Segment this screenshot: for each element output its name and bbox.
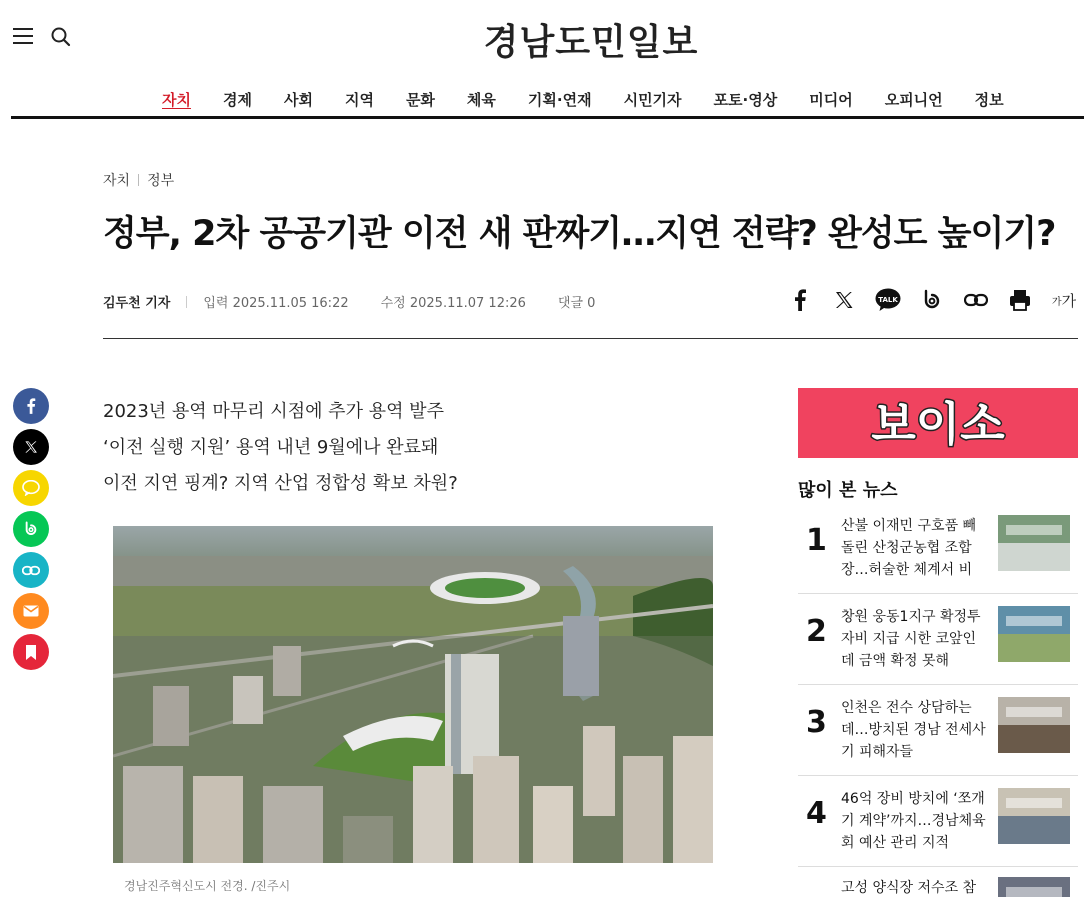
subtitle-line: ‘이전 실행 지원’ 용역 내년 9월에나 완료돼 <box>103 437 439 458</box>
nav-item[interactable]: 오피니언 <box>884 91 943 109</box>
main-nav <box>146 89 1020 110</box>
published-date: 입력 2025.11.05 16:22 <box>203 296 349 311</box>
popular-news-thumbnail <box>998 877 1070 897</box>
bookmark-button[interactable] <box>13 634 49 670</box>
nav-item[interactable]: 미디어 <box>809 91 853 109</box>
breadcrumb-subsection[interactable]: 정부 <box>147 173 175 189</box>
print-icon[interactable] <box>1006 286 1034 314</box>
link-copy-icon[interactable] <box>962 286 990 314</box>
breadcrumb-separator <box>138 174 139 186</box>
subtitle-line: 이전 지연 핑계? 지역 산업 정합성 확보 차원? <box>103 473 458 494</box>
article-tools <box>786 286 1078 314</box>
breadcrumb <box>103 170 174 190</box>
kakaotalk-share-button[interactable] <box>13 470 49 506</box>
kakaotalk-share-icon[interactable] <box>874 286 902 314</box>
popular-rank: 1 <box>806 523 827 558</box>
link-copy-button[interactable] <box>13 552 49 588</box>
boiso-banner[interactable] <box>798 388 1078 458</box>
popular-news-thumbnail <box>998 606 1070 662</box>
nav-item[interactable]: 문화 <box>405 91 435 109</box>
nav-item[interactable]: 지역 <box>344 91 374 109</box>
font-size-small-label: 가 <box>1051 296 1062 308</box>
breadcrumb-section[interactable]: 자치 <box>103 173 131 189</box>
popular-news-item[interactable] <box>798 594 1078 685</box>
x-icon <box>24 440 38 454</box>
facebook-share-button[interactable] <box>13 388 49 424</box>
article-meta <box>103 292 595 311</box>
link-icon <box>22 565 40 576</box>
nav-item[interactable]: 정보 <box>974 91 1004 109</box>
comment-count[interactable]: 댓글 0 <box>557 296 596 311</box>
bookmark-icon <box>25 645 37 660</box>
mail-icon <box>23 605 39 617</box>
font-size-control[interactable] <box>1050 286 1078 314</box>
popular-news-headline: 창원 웅동1지구 확정투자비 지급 시한 코앞인데 금액 확정 못해 <box>841 609 981 669</box>
popular-news-thumbnail <box>998 697 1070 753</box>
meta-separator <box>186 296 187 308</box>
band-share-button[interactable] <box>13 511 49 547</box>
band-share-icon[interactable] <box>918 286 946 314</box>
article-photo[interactable] <box>113 526 713 863</box>
nav-item[interactable]: 경제 <box>222 91 252 109</box>
banner-text: 보이소 <box>871 397 1005 451</box>
nav-divider <box>11 116 1084 119</box>
popular-news-title: 많이 본 뉴스 <box>798 480 898 501</box>
search-icon[interactable] <box>50 26 72 48</box>
photo-caption: 경남진주혁신도시 전경. /진주시 <box>124 879 291 893</box>
article-head-divider <box>103 338 1078 339</box>
aerial-city-image <box>113 526 713 863</box>
x-share-button[interactable] <box>13 429 49 465</box>
nav-item[interactable]: 자치 <box>162 91 191 109</box>
nav-item[interactable]: 체육 <box>466 91 496 109</box>
svg-text:TALK: TALK <box>878 296 898 304</box>
nav-item[interactable]: 기획·연재 <box>527 91 592 109</box>
band-icon <box>23 521 39 537</box>
popular-news-thumbnail <box>998 515 1070 571</box>
email-share-button[interactable] <box>13 593 49 629</box>
popular-news-headline: 고성 양식장 저수조 참 <box>841 880 977 896</box>
font-size-large-label: 가 <box>1061 291 1077 310</box>
floating-share-bar <box>13 388 49 675</box>
popular-news-headline: 산불 이재민 구호품 빼돌린 산청군농협 조합장…허술한 체계서 비 <box>841 518 977 578</box>
popular-news-item[interactable] <box>798 776 1078 867</box>
menu-icon[interactable] <box>13 28 33 46</box>
popular-news-item[interactable] <box>798 503 1078 594</box>
facebook-icon <box>26 398 36 414</box>
popular-news-headline: 46억 장비 방치에 ‘쪼개기 계약’까지…경남체육회 예산 관리 지적 <box>841 791 986 851</box>
article-title: 정부, 2차 공공기관 이전 새 판짜기…지연 전략? 완성도 높이기? <box>103 214 1056 254</box>
popular-news-item[interactable] <box>798 685 1078 776</box>
popular-news-headline: 인천은 전수 상담하는데…방치된 경남 전세사기 피해자들 <box>841 700 986 760</box>
popular-rank: 2 <box>806 614 827 649</box>
subtitle-line: 2023년 용역 마무리 시점에 추가 용역 발주 <box>103 401 444 422</box>
nav-item[interactable]: 포토·영상 <box>713 91 778 109</box>
banner-graphic <box>798 388 1078 458</box>
nav-item[interactable]: 시민기자 <box>623 91 682 109</box>
site-header <box>0 0 1084 120</box>
facebook-share-icon[interactable] <box>786 286 814 314</box>
popular-rank: 3 <box>806 705 827 740</box>
popular-rank: 4 <box>806 796 827 831</box>
x-share-icon[interactable] <box>830 286 858 314</box>
popular-news-thumbnail <box>998 788 1070 844</box>
nav-item[interactable]: 사회 <box>283 91 313 109</box>
article-subtitles <box>103 394 458 502</box>
site-logo[interactable]: 경남도민일보 <box>483 22 699 63</box>
author-name[interactable]: 김두천 기자 <box>103 296 171 311</box>
popular-news-item[interactable] <box>798 867 1078 897</box>
modified-date: 수정 2025.11.07 12:26 <box>380 296 526 311</box>
kakaotalk-icon <box>22 480 40 496</box>
